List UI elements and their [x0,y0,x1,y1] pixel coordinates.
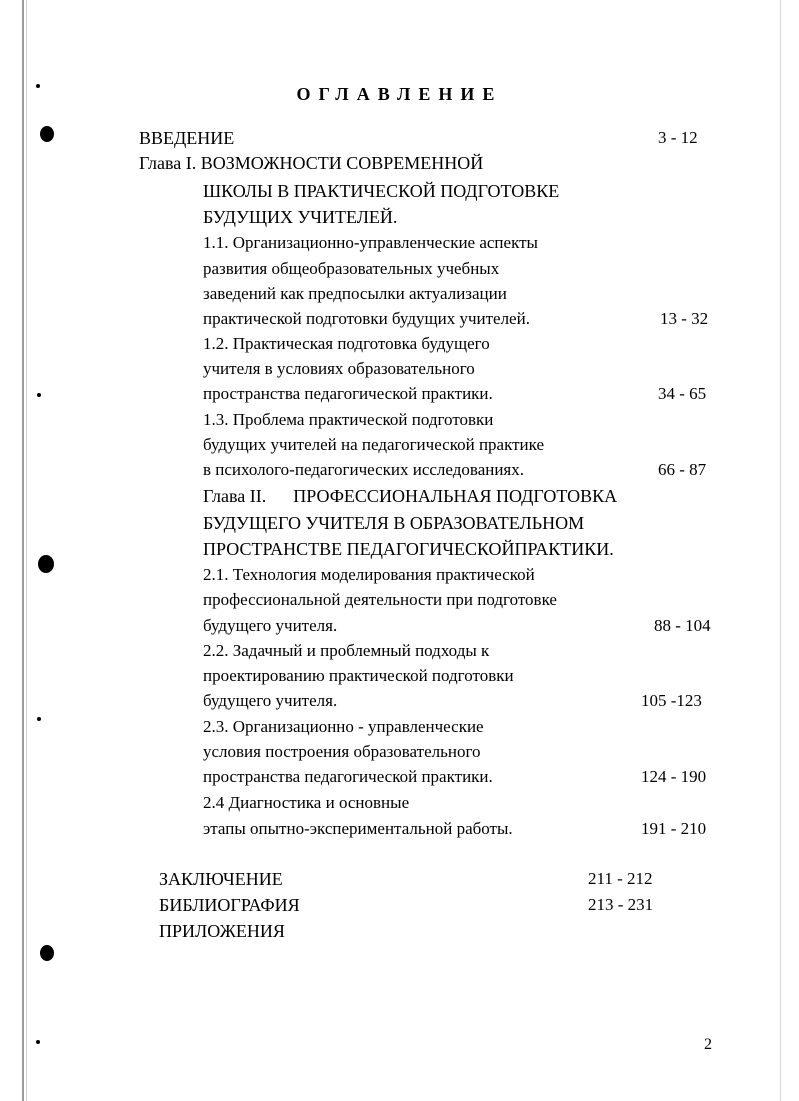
section-line: будущих учителей на педагогической практике [203,435,545,454]
toc-page-range: 124 - 190 [641,767,707,786]
scan-blot [38,555,54,573]
scan-edge-line [26,0,27,1101]
section-line: 1.2. Практическая подготовка будущего [203,334,490,353]
section-line: 2.2. Задачный и проблемный подходы к [203,641,490,660]
toc-page-range: 3 - 12 [658,128,698,147]
section-line: 1.1. Организационно-управленческие аспекты [203,233,538,252]
section-line: заведений как предпосылки актуализации [203,284,507,303]
chapter-heading: Глава I. ВОЗМОЖНОСТИ СОВРЕМЕННОЙ [139,153,484,173]
section-line: 1.3. Проблема практической подготовки [203,410,494,429]
toc-title: ОГЛАВЛЕНИЕ [296,84,503,104]
toc-entry-appendices: ПРИЛОЖЕНИЯ [159,921,285,941]
section-line: учителя в условиях образовательного [203,359,475,378]
section-line: проектированию практической подготовки [203,666,514,685]
section-line: пространства педагогической практики. [203,767,493,786]
toc-entry-conclusion: ЗАКЛЮЧЕНИЕ [159,869,283,889]
section-line: будущего учителя. [203,616,338,635]
toc-page-range: 88 - 104 [654,616,711,635]
toc-entry-bibliography: БИБЛИОГРАФИЯ [159,895,300,915]
section-line: практической подготовки будущих учителей. [203,309,530,328]
scan-edge-line [780,0,781,1101]
section-line: 2.1. Технология моделирования практической [203,565,535,584]
chapter-heading: Глава II. ПРОФЕССИОНАЛЬНАЯ ПОДГОТОВКА [203,486,618,506]
section-line: профессиональной деятельности при подготовке [203,590,557,609]
chapter-heading: ПРОСТРАНСТВЕ ПЕДАГОГИЧЕСКОЙПРАКТИКИ. [203,539,614,559]
scan-dot [36,1040,40,1044]
scan-dot [37,717,41,721]
scan-dot [37,393,41,397]
toc-page-range: 66 - 87 [658,460,707,479]
section-line: условия построения образовательного [203,742,481,761]
toc-page-range: 213 - 231 [588,895,654,914]
scan-blot [40,126,54,142]
section-line: этапы опытно-экспериментальной работы. [203,819,513,838]
section-line: будущего учителя. [203,691,338,710]
toc-page-range: 105 -123 [641,691,702,710]
page-number: 2 [704,1036,712,1053]
toc-page-range: 191 - 210 [641,819,707,838]
toc-page-range: 34 - 65 [658,384,707,403]
section-line: 2.3. Организационно - управленческие [203,717,484,736]
scan-blot [40,945,54,961]
chapter-heading: ШКОЛЫ В ПРАКТИЧЕСКОЙ ПОДГОТОВКЕ [203,181,560,201]
section-line: развития общеобразовательных учебных [203,259,500,278]
chapter-heading: БУДУЩЕГО УЧИТЕЛЯ В ОБРАЗОВАТЕЛЬНОМ [203,513,585,533]
section-line: пространства педагогической практики. [203,384,493,403]
toc-page-range: 13 - 32 [660,309,709,328]
section-line: в психолого-педагогических исследованиях. [203,460,524,479]
chapter-heading: БУДУЩИХ УЧИТЕЛЕЙ. [203,207,398,227]
scan-edge-line [22,0,24,1101]
section-line: 2.4 Диагностика и основные [203,793,410,812]
toc-page-range: 211 - 212 [588,869,653,888]
toc-entry-intro: ВВЕДЕНИЕ [139,128,235,148]
